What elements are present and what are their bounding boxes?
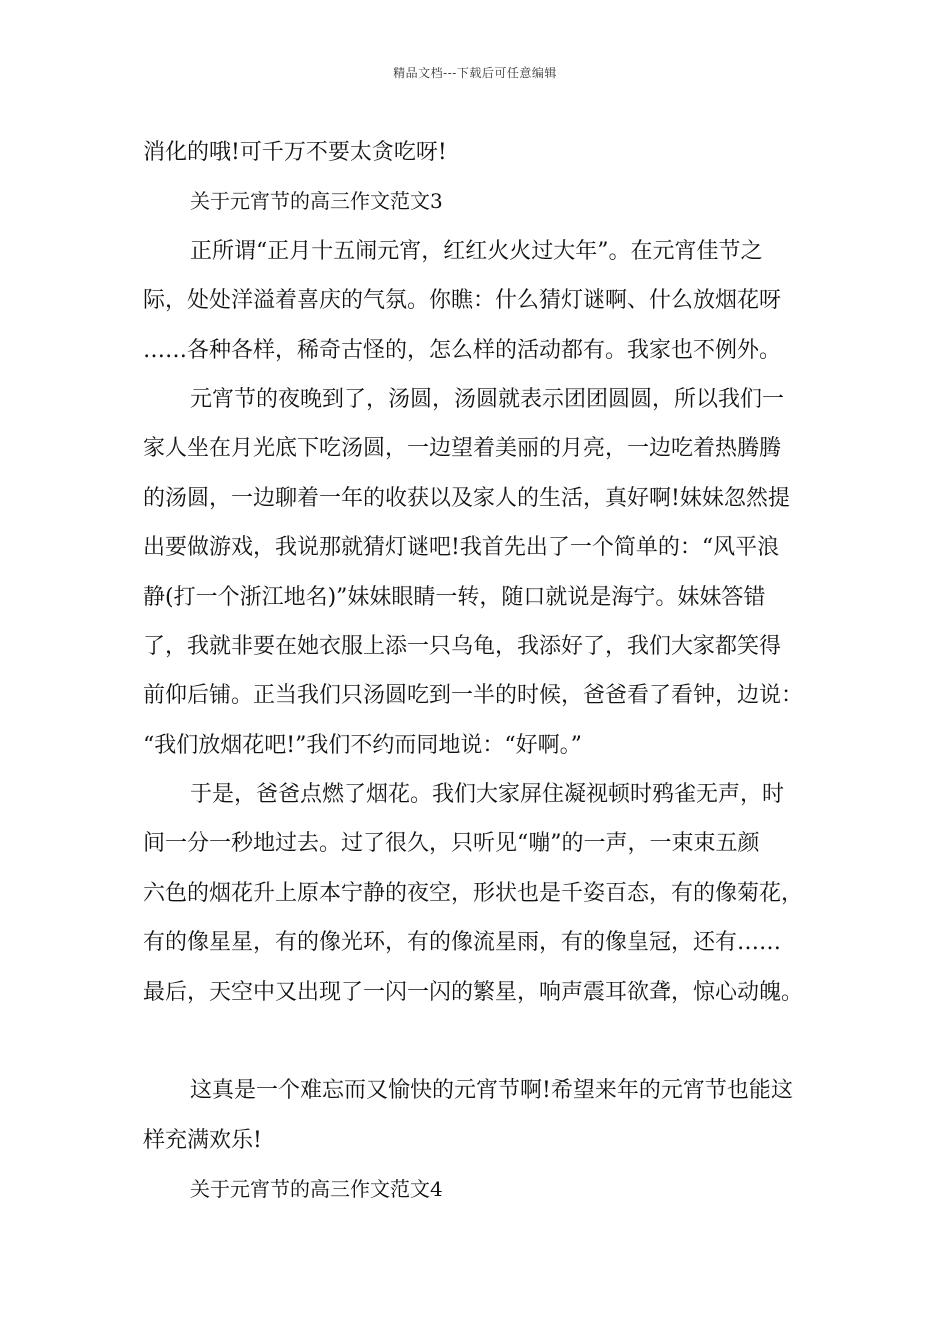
text-line: 际，处处洋溢着喜庆的气氛。你瞧：什么猜灯谜啊、什么放烟花呀 (143, 288, 782, 314)
text-line: 元宵节的夜晚到了，汤圆，汤圆就表示团团圆圆，所以我们一 (190, 386, 785, 412)
text-line: 最后，天空中又出现了一闪一闪的繁星，响声震耳欲聋，惊心动魄。 (143, 979, 804, 1005)
section-title: 关于元宵节的高三作文范文3 (190, 189, 443, 214)
paragraph-spacer (143, 1017, 823, 1066)
text-line: 正所谓“正月十五闹元宵，红红火火过大年”。在元宵佳节之 (190, 238, 763, 264)
text-line: 的汤圆，一边聊着一年的收获以及家人的生活，真好啊!妹妹忽然提 (143, 485, 790, 511)
text-line: “我们放烟花吧!”我们不约而同地说：“好啊。” (143, 732, 582, 758)
text-line: 静(打一个浙江地名)”妹妹眼睛一转，随口就说是海宁。妹妹答错 (143, 584, 766, 610)
page-header: 精品文档---下载后可任意编辑 (393, 66, 557, 80)
text-line: 六色的烟花升上原本宁静的夜空，形状也是千姿百态，有的像菊花， (143, 880, 804, 906)
text-line: 消化的哦!可千万不要太贪吃呀! (143, 140, 447, 165)
text-line: 有的像星星，有的像光环，有的像流星雨，有的像皇冠，还有…… (143, 930, 782, 956)
document-body (143, 128, 823, 1215)
section-title: 关于元宵节的高三作文范文4 (190, 1177, 443, 1202)
text-line: 了，我就非要在她衣服上添一只乌龟，我添好了，我们大家都笑得 (143, 633, 782, 659)
text-line: 家人坐在月光底下吃汤圆，一边望着美丽的月亮，一边吃着热腾腾 (143, 436, 782, 462)
text-line: ……各种各样，稀奇古怪的，怎么样的活动都有。我家也不例外。 (143, 337, 782, 363)
text-line: 间一分一秒地过去。过了很久，只听见“嘣”的一声，一束束五颜 (143, 831, 760, 857)
text-line: 样充满欢乐! (143, 1127, 262, 1153)
text-line: 前仰后铺。正当我们只汤圆吃到一半的时候，爸爸看了看钟，边说： (143, 683, 804, 709)
text-line: 出要做游戏，我说那就猜灯谜吧!我首先出了一个简单的：“风平浪 (143, 535, 780, 561)
text-line: 这真是一个难忘而又愉快的元宵节啊!希望来年的元宵节也能这 (190, 1078, 793, 1104)
text-line: 于是，爸爸点燃了烟花。我们大家屏住凝视顿时鸦雀无声，时 (190, 782, 785, 808)
